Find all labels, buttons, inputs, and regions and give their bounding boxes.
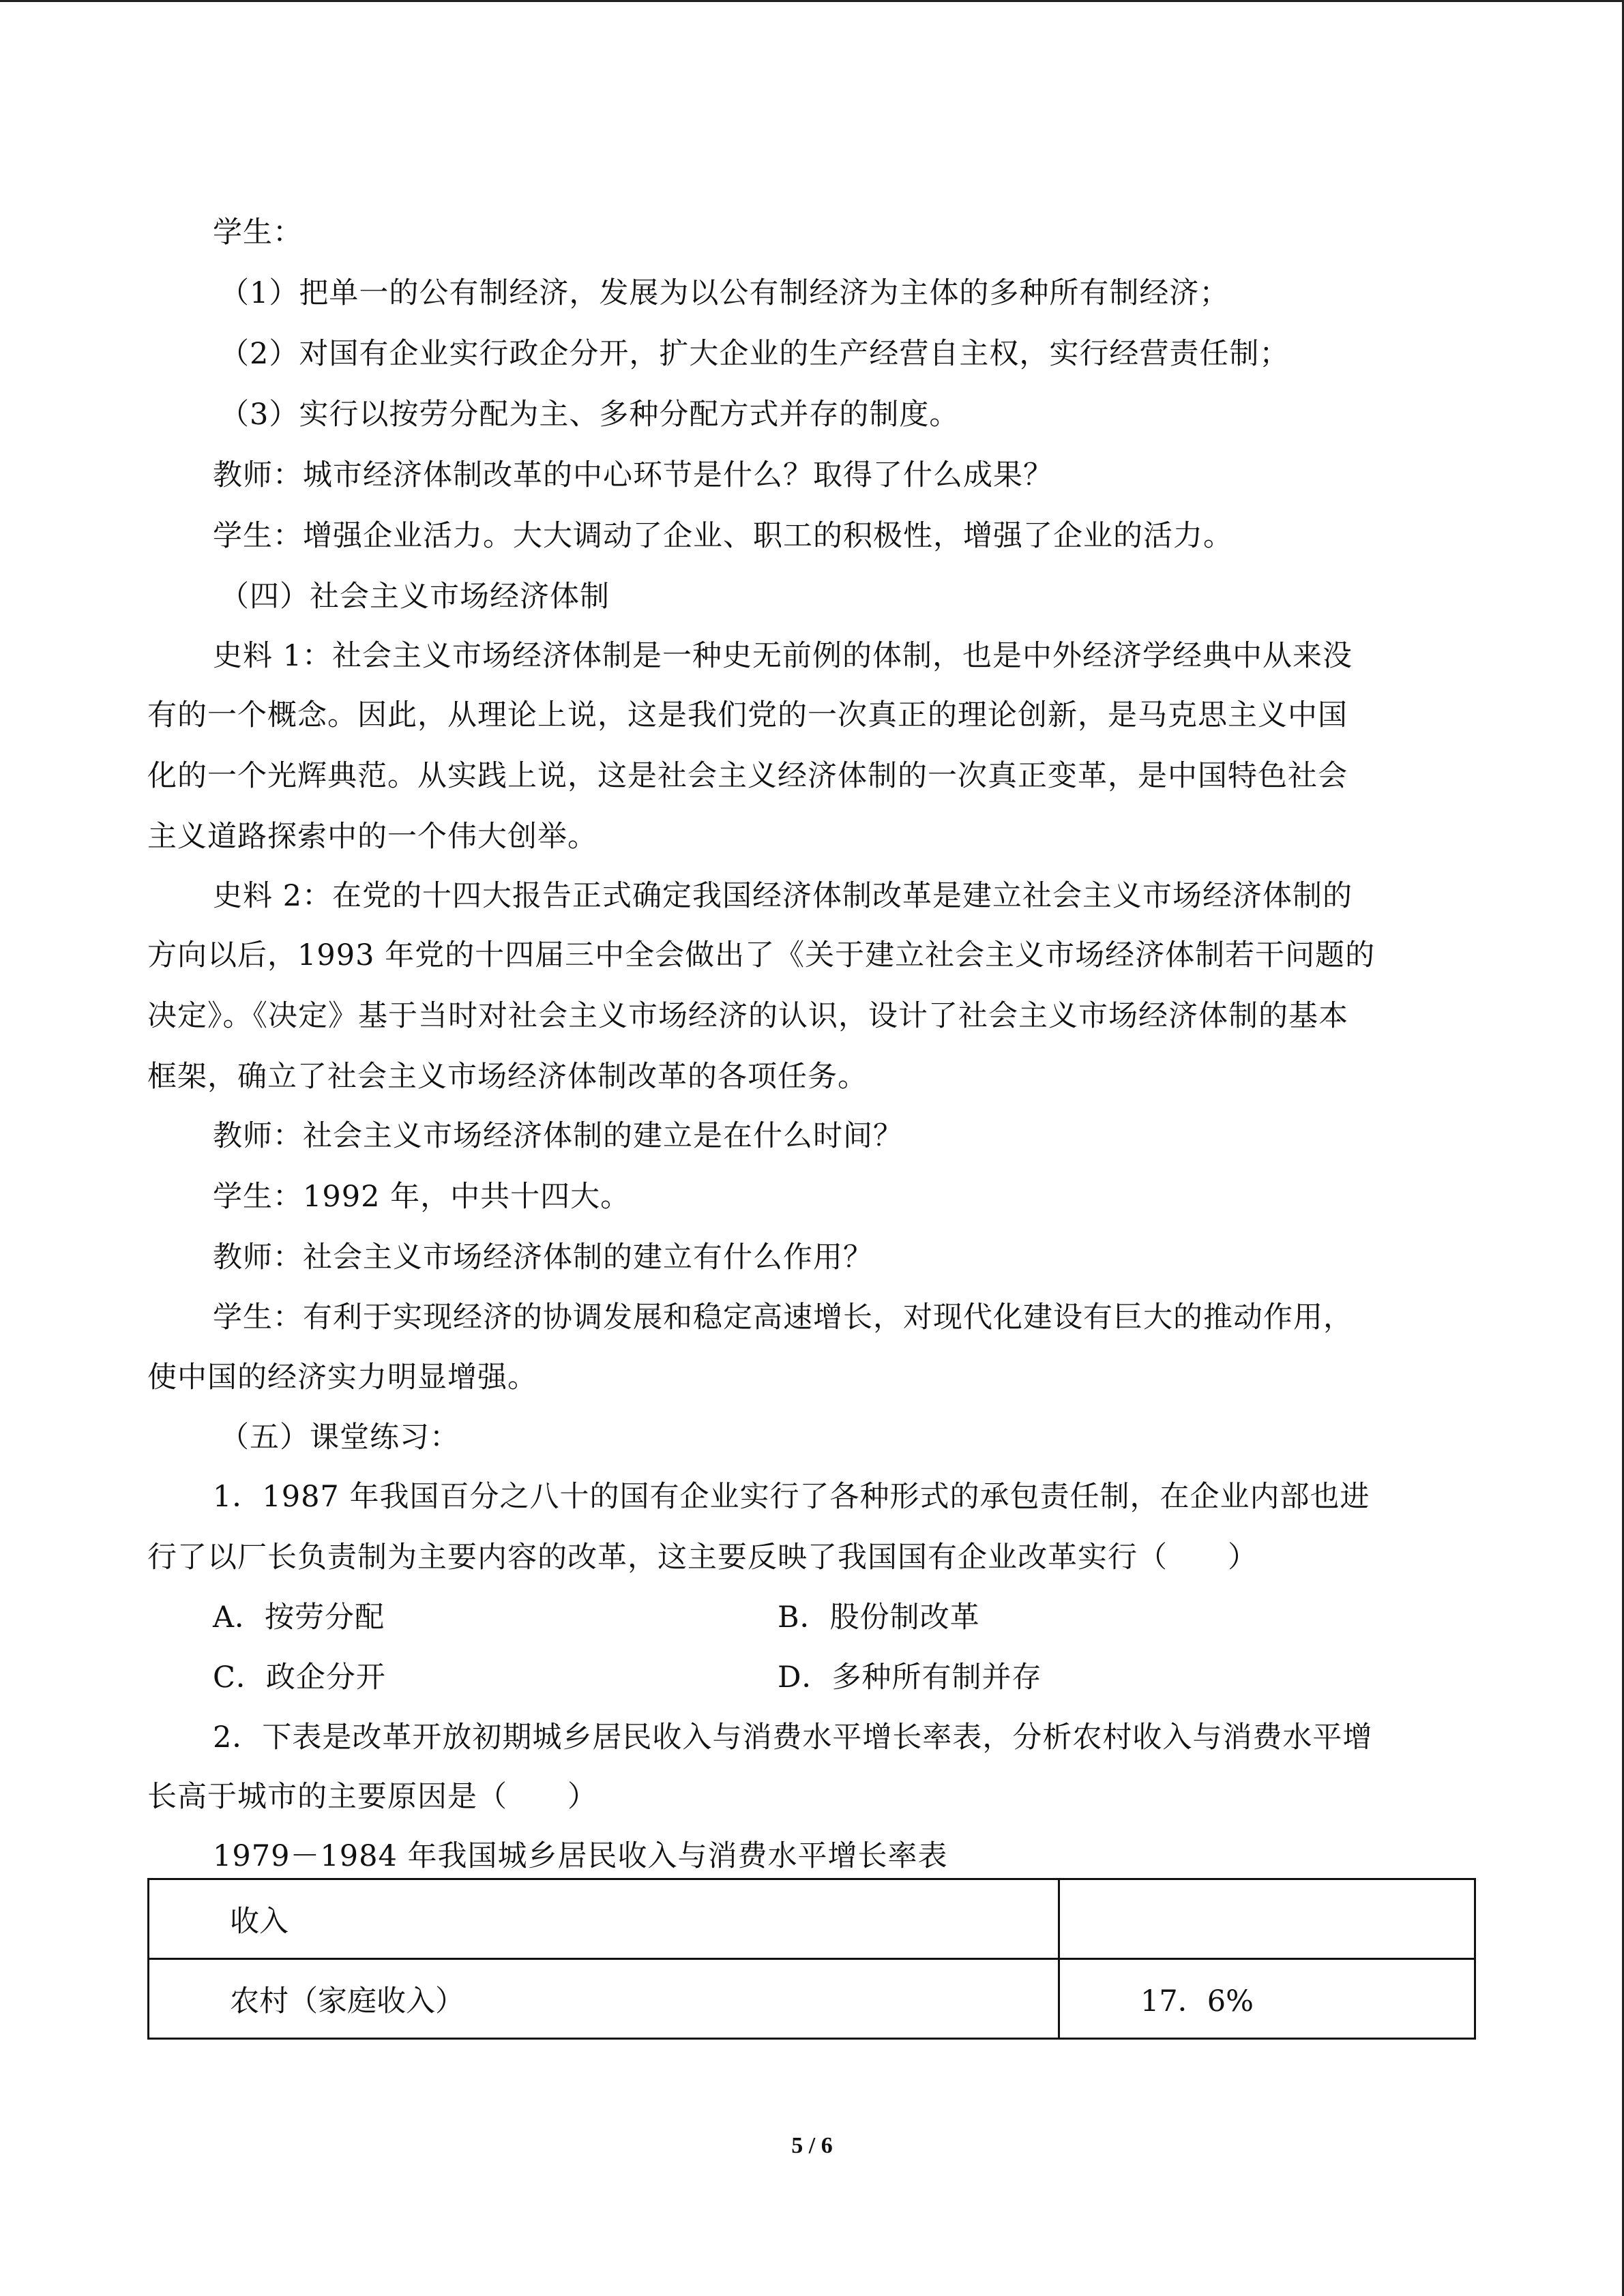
table-cell bbox=[1059, 1879, 1475, 1959]
paragraph: 教师：社会主义市场经济体制的建立是在什么时间？ bbox=[213, 1119, 903, 1153]
paragraph: 有的一个概念。因此，从理论上说，这是我们党的一次真正的理论创新，是马克思主义中国 bbox=[147, 698, 1348, 732]
paragraph: 教师：社会主义市场经济体制的建立有什么作用？ bbox=[213, 1240, 873, 1274]
table-caption: 1979－1984 年我国城乡居民收入与消费水平增长率表 bbox=[213, 1839, 948, 1873]
paragraph: 史料 1：社会主义市场经济体制是一种史无前例的体制，也是中外经济学经典中从来没 bbox=[213, 639, 1353, 673]
page-current: 5 bbox=[791, 2133, 803, 2158]
paragraph: 方向以后，1993 年党的十四届三中全会做出了《关于建立社会主义市场经济体制若干问题的 bbox=[147, 938, 1376, 972]
paragraph: 主义道路探索中的一个伟大创举。 bbox=[147, 820, 597, 854]
section-heading: （四）社会主义市场经济体制 bbox=[220, 580, 610, 614]
paragraph: 框架，确立了社会主义市场经济体制改革的各项任务。 bbox=[147, 1060, 868, 1094]
paragraph: （2）对国有企业实行政企分开，扩大企业的生产经营自主权，实行经营责任制； bbox=[220, 337, 1290, 371]
option-d: D．多种所有制并存 bbox=[778, 1660, 1042, 1695]
paragraph: 化的一个光辉典范。从实践上说，这是社会主义经济体制的一次真正变革，是中国特色社会 bbox=[147, 759, 1348, 793]
paragraph: （1）把单一的公有制经济，发展为以公有制经济为主体的多种所有制经济； bbox=[220, 276, 1230, 310]
growth-rate-table bbox=[147, 1878, 1476, 2040]
question-1-cont: 行了以厂长负责制为主要内容的改革，这主要反映了我国国有企业改革实行（ ） bbox=[147, 1540, 1258, 1575]
paragraph: 学生：增强企业活力。大大调动了企业、职工的积极性，增强了企业的活力。 bbox=[213, 519, 1233, 553]
paragraph: （3）实行以按劳分配为主、多种分配方式并存的制度。 bbox=[220, 398, 960, 432]
table-cell: 农村（家庭收入） bbox=[149, 1959, 1059, 2039]
page-separator: / bbox=[808, 2133, 816, 2158]
option-a: A．按劳分配 bbox=[213, 1600, 385, 1635]
table-row bbox=[149, 1959, 1475, 2039]
table-row bbox=[149, 1879, 1475, 1959]
paragraph: 决定》。《决定》基于当时对社会主义市场经济的认识，设计了社会主义市场经济体制的基本 bbox=[147, 999, 1348, 1033]
question-2-cont: 长高于城市的主要原因是（ ） bbox=[147, 1780, 597, 1814]
page-border-top bbox=[0, 0, 1624, 2]
paragraph: 使中国的经济实力明显增强。 bbox=[147, 1360, 537, 1395]
paragraph: 学生：1992 年，中共十四大。 bbox=[213, 1180, 631, 1214]
paragraph: 史料 2：在党的十四大报告正式确定我国经济体制改革是建立社会主义市场经济体制的 bbox=[213, 879, 1353, 913]
page-number bbox=[0, 2133, 1624, 2159]
section-heading: （五）课堂练习： bbox=[220, 1420, 460, 1455]
paragraph: 教师：城市经济体制改革的中心环节是什么？取得了什么成果？ bbox=[213, 458, 1053, 492]
paragraph: 学生：有利于实现经济的协调发展和稳定高速增长，对现代化建设有巨大的推动作用， bbox=[213, 1300, 1353, 1335]
option-b: B．股份制改革 bbox=[778, 1600, 980, 1635]
question-1: 1．1987 年我国百分之八十的国有企业实行了各种形式的承包责任制，在企业内部也进 bbox=[213, 1480, 1370, 1514]
paragraph: 学生： bbox=[213, 215, 303, 250]
table-cell: 17．6% bbox=[1059, 1959, 1475, 2039]
option-c: C．政企分开 bbox=[213, 1660, 386, 1695]
page-total: 6 bbox=[821, 2133, 833, 2158]
table-cell: 收入 bbox=[149, 1879, 1059, 1959]
question-2: 2．下表是改革开放初期城乡居民收入与消费水平增长率表，分析农村收入与消费水平增 bbox=[213, 1720, 1373, 1755]
